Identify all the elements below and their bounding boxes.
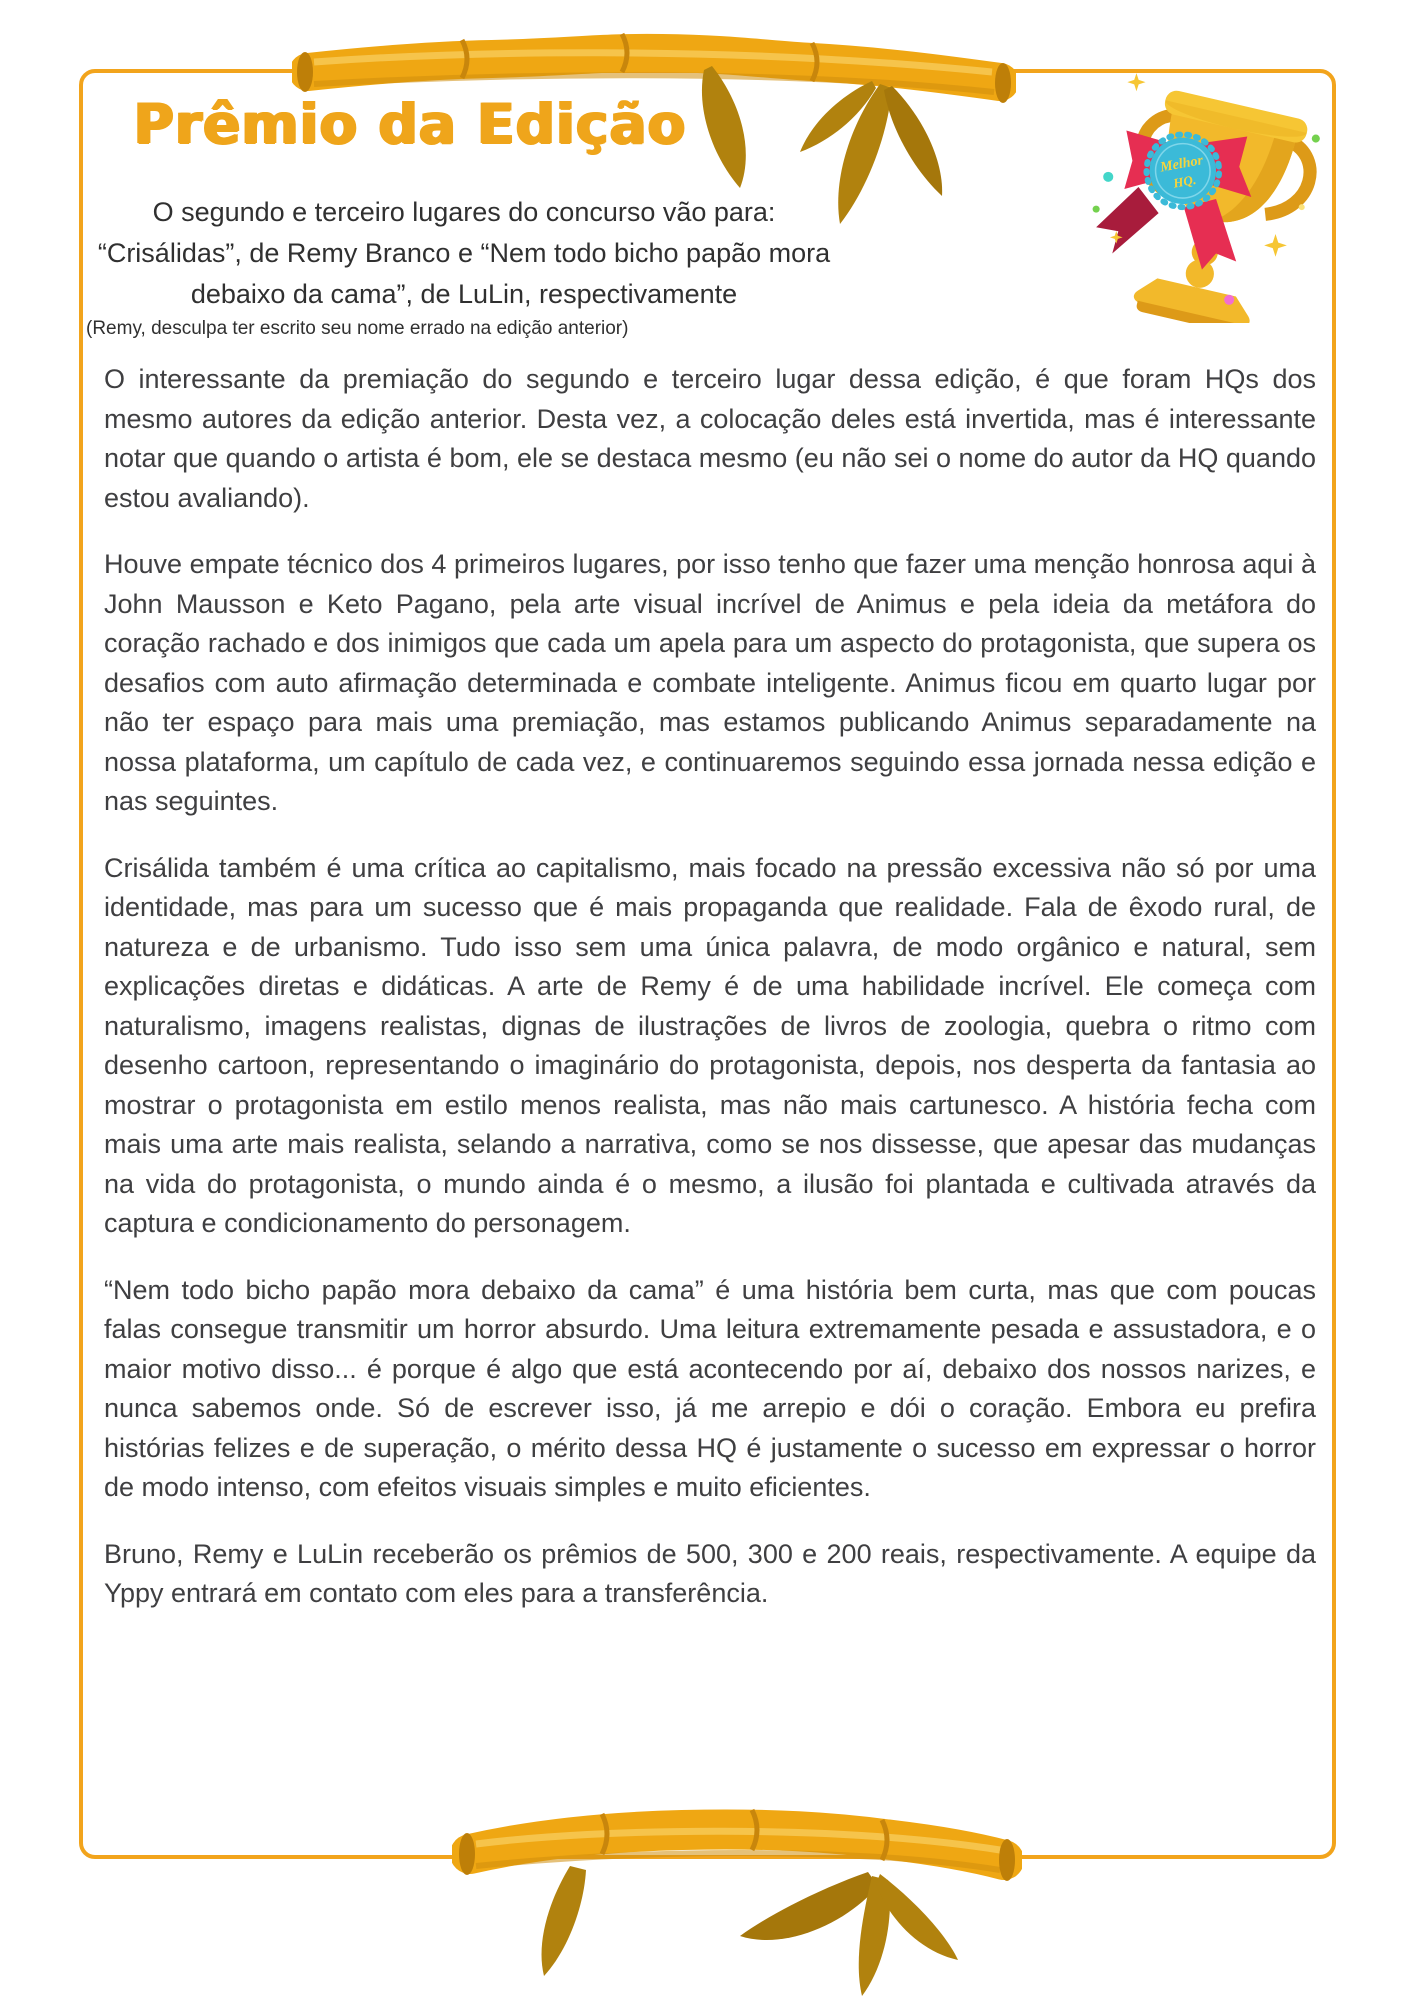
bamboo-bottom-icon: [452, 1802, 1022, 1998]
paragraph-3: Crisálida também é uma crítica ao capitalismo, mais focado na pressão excessiva não só por uma identidade, mas para um sucesso que é mais propaganda que realidade. Fala de êxodo rural, de natureza e de urbanismo. Tudo isso sem uma única palavra, de modo orgânico e natural, sem explicações diretas e didáticas. A arte de Remy é de uma habilidade incrível. Ele começa com naturalismo, imagens realistas, dignas de ilustrações de livros de zoologia, quebra o ritmo com desenho cartoon, representando o imaginário do protagonista, depois, nos desperta da fantasia ao mostrar o protagonista em estilo menos realista, mas não mais cartunesco. A história fecha com mais uma arte mais realista, selando a narrativa, como se nos dissesse, que apesar das mudanças na vida do protagonista, o mundo ainda é o mesmo, a ilusão foi plantada e cultivada através da captura e condicionamento do personagem.: [104, 852, 1316, 1238]
paragraph-5: Bruno, Remy e LuLin receberão os prêmios de 500, 300 e 200 reais, respectivamente. A equipe da Yppy entrará em contato com eles para a transferência.: [104, 1538, 1316, 1608]
bamboo-bottom-illustration: [452, 1802, 1022, 1998]
paragraph-1: O interessante da premiação do segundo e terceiro lugar dessa edição, é que foram HQs dos mesmo autores da edição anterior. Desta vez, a colocação deles está invertida, mas é interessante notar que quando o artista é bom, ele se destaca mesmo (eu não sei o nome do autor da HQ quando estou avaliando).: [104, 364, 1316, 513]
page-title: Prêmio da Edição: [133, 92, 687, 156]
subtitle-line-1: O segundo e terceiro lugares do concurso vão para:: [152, 197, 776, 227]
badge-text-line2: HQ.: [1172, 171, 1198, 191]
paragraph-4: “Nem todo bicho papão mora debaixo da cama” é uma história bem curta, mas que com poucas falas consegue transmitir um horror absurdo. Uma leitura extremamente pesada e assustadora, e o maior motivo disso... é porque é algo que está acontecendo por aí, debaixo dos nossos narizes, e nunca sabemos onde. Só de escrever isso, já me arrepio e dói o coração. Embora eu prefira histórias felizes e de superação, o mérito dessa HQ é justamente o sucesso em expressar o horror de modo intenso, com efeitos visuais simples e muito eficientes.: [104, 1274, 1316, 1502]
paragraph-2: Houve empate técnico dos 4 primeiros lugares, por isso tenho que fazer uma menção honrosa aqui à John Mausson e Keto Pagano, pela arte visual incrível de Animus e pela ideia da metáfora do coração rachado e dos inimigos que cada um apela para um aspecto do protagonista, que supera os desafios com auto afirmação determinada e combate inteligente. Animus ficou em quarto lugar por não ter espaço para mais uma premiação, mas estamos publicando Animus separadamente na nossa plataforma, um capítulo de cada vez, e continuaremos seguindo essa jornada nessa edição e nas seguintes.: [104, 549, 1316, 816]
subtitle-line-3: debaixo da cama”, de LuLin, respectivamente: [190, 279, 738, 309]
article-body: [104, 360, 1316, 1641]
trophy-icon: [1078, 66, 1340, 323]
apology-note: (Remy, desculpa ter escrito seu nome errado na edição anterior): [86, 318, 629, 339]
subtitle: [54, 192, 874, 315]
badge-text-line1: Melhor: [1158, 152, 1205, 176]
trophy-illustration: [1078, 66, 1340, 323]
subtitle-line-2: “Crisálidas”, de Remy Branco e “Nem todo bicho papão mora: [97, 238, 831, 268]
